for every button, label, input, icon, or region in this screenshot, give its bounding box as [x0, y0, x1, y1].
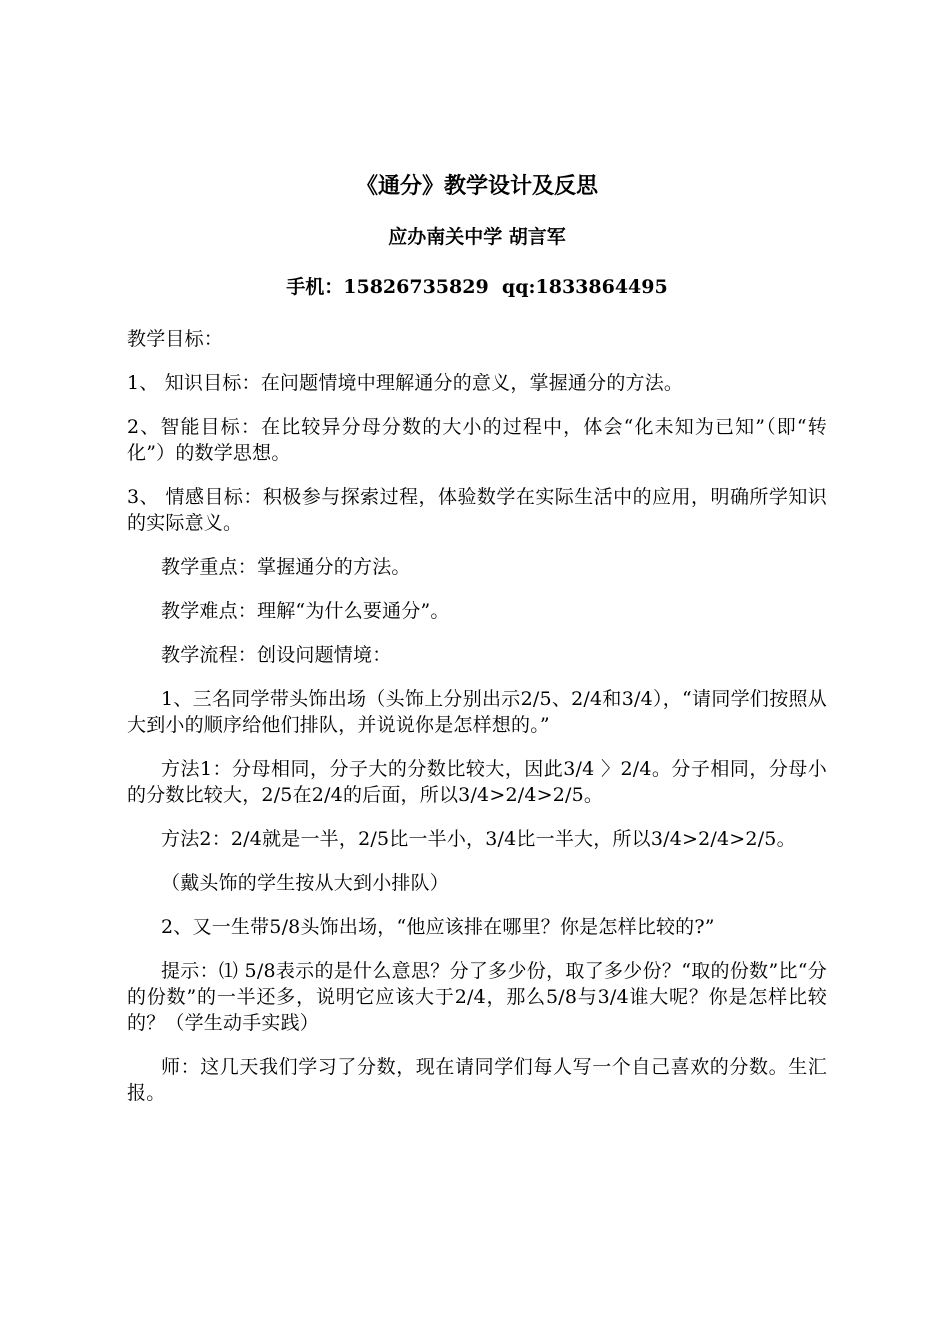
paragraph-ability-goal: 2、智能目标：在比较异分母分数的大小的过程中，体会“化未知为已知”（即“转化”）的数学思想。: [127, 416, 827, 464]
paragraph-step-2: 2、又一生带5/8头饰出场，“他应该排在哪里？你是怎样比较的?”: [161, 916, 715, 938]
document-title: 《通分》教学设计及反思: [355, 173, 598, 199]
paragraph-key-point: 教学重点：掌握通分的方法。: [161, 556, 411, 578]
paragraph-emotion-goal: 3、 情感目标：积极参与探索过程，体验数学在实际生活中的应用，明确所学知识的实际意义。: [127, 486, 827, 534]
paragraph-method-2: 方法2：2/4就是一半，2/5比一半小，3/4比一半大，所以3/4>2/4>2/5。: [161, 828, 796, 850]
paragraph-objectives-heading: 教学目标：: [127, 328, 224, 350]
paragraph-teacher: 师：这几天我们学习了分数，现在请同学们每人写一个自己喜欢的分数。生汇报。: [127, 1056, 827, 1104]
author-line: 应办南关中学 胡言军: [388, 226, 566, 248]
paragraph-queue-note: （戴头饰的学生按从大到小排队）: [161, 872, 450, 894]
contact-line: 手机：15826735829 qq:1833864495: [286, 276, 668, 298]
paragraph-process: 教学流程：创设问题情境：: [161, 644, 392, 666]
paragraph-hint: 提示：⑴ 5/8表示的是什么意思？分了多少份，取了多少份？“取的份数”比“分的份数”的一半还多，说明它应该大于2/4，那么5/8与3/4谁大呢？你是怎样比较的？（学生动手实践）: [127, 960, 827, 1034]
paragraph-knowledge-goal: 1、 知识目标：在问题情境中理解通分的意义，掌握通分的方法。: [127, 372, 684, 394]
paragraph-difficulty: 教学难点：理解“为什么要通分”。: [161, 600, 450, 622]
document-page: [127, 168, 827, 1124]
paragraph-method-1: 方法1：分母相同，分子大的分数比较大，因此3/4 〉2/4。分子相同，分母小的分数比较大，2/5在2/4的后面，所以3/4>2/4>2/5。: [127, 758, 827, 806]
paragraph-step-1: 1、三名同学带头饰出场（头饰上分别出示2/5、2/4和3/4），“请同学们按照从大到小的顺序给他们排队，并说说你是怎样想的。”: [127, 688, 827, 736]
